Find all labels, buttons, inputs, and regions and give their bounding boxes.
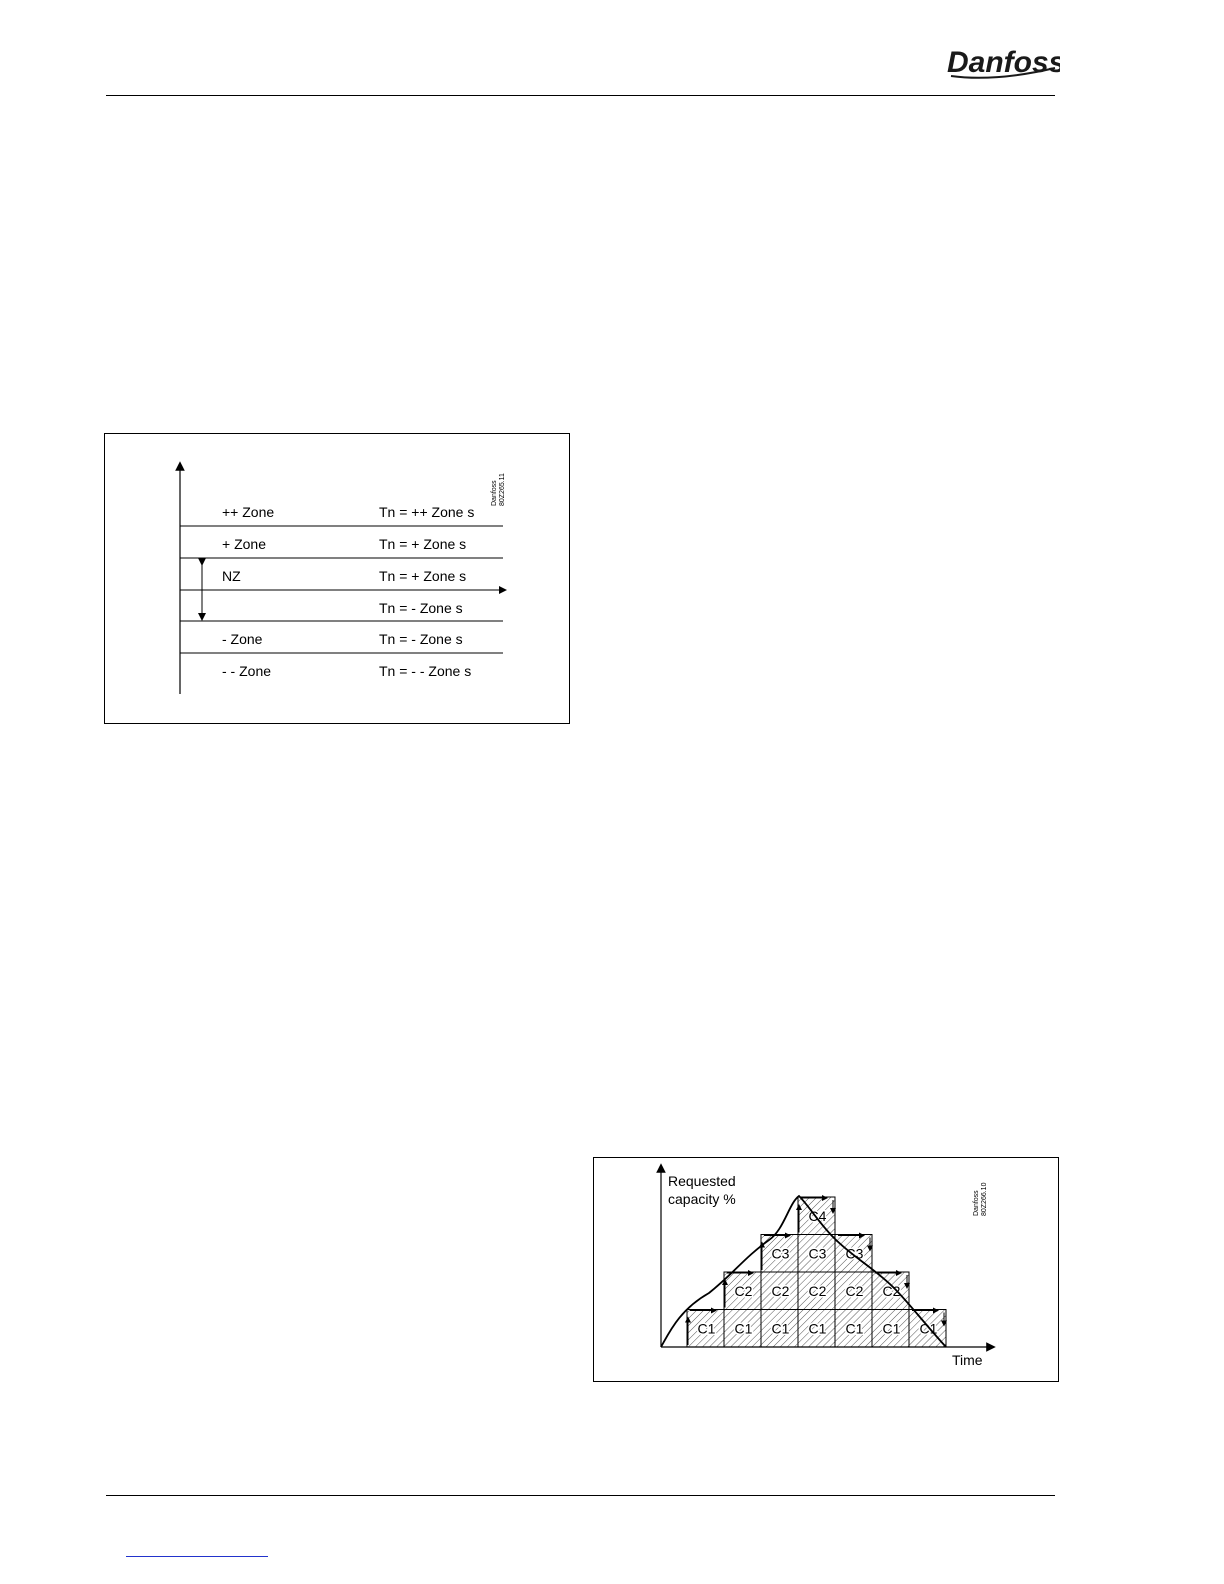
- neutral-zone-svg: [105, 434, 569, 723]
- y-axis-label: Requested: [668, 1173, 736, 1189]
- svg-text:80Z265.11: 80Z265.11: [499, 473, 506, 506]
- capacity-block-label: C3: [845, 1245, 864, 1262]
- tn-label: Tn = - Zone s: [379, 600, 463, 616]
- danfoss-logo: [945, 38, 1060, 84]
- svg-text:80Z266.10: 80Z266.10: [981, 1182, 988, 1216]
- capacity-block-label: C1: [697, 1320, 716, 1337]
- capacity-blocks: [687, 1197, 946, 1347]
- capacity-block-label: C1: [771, 1320, 790, 1337]
- capacity-block-label: C3: [808, 1245, 827, 1262]
- capacity-block-label: C2: [771, 1282, 790, 1299]
- capacity-block-label: C1: [882, 1320, 901, 1337]
- tn-label: Tn = ++ Zone s: [379, 504, 475, 520]
- svg-text:Danfoss: Danfoss: [973, 1190, 980, 1216]
- capacity-block-label: C1: [808, 1320, 827, 1337]
- y-axis-label: capacity %: [668, 1191, 736, 1207]
- tn-label: Tn = - Zone s: [379, 631, 463, 647]
- capacity-block-label: C4: [808, 1207, 827, 1224]
- capacity-block-label: C1: [919, 1320, 938, 1337]
- capacity-block-label: C2: [734, 1282, 753, 1299]
- drawing-code: [973, 1182, 988, 1216]
- brand-text: Danfoss: [947, 46, 1060, 79]
- svg-text:Danfoss: Danfoss: [491, 480, 498, 506]
- capacity-step-diagram: [593, 1157, 1059, 1382]
- capacity-svg: [594, 1158, 1058, 1381]
- zone-label: + Zone: [222, 536, 266, 552]
- footer-link-underline: [126, 1556, 268, 1557]
- capacity-block-label: C2: [845, 1282, 864, 1299]
- tn-label: Tn = + Zone s: [379, 536, 467, 552]
- capacity-block-label: C1: [734, 1320, 753, 1337]
- zone-label: NZ: [222, 568, 241, 584]
- capacity-block-label: C2: [882, 1282, 901, 1299]
- capacity-block-label: C2: [808, 1282, 827, 1299]
- capacity-block-label: C3: [771, 1245, 790, 1262]
- footer-rule: [106, 1495, 1055, 1496]
- drawing-code: [491, 473, 506, 506]
- zone-label: - - Zone: [222, 663, 272, 679]
- tn-label: Tn = - - Zone s: [379, 663, 472, 679]
- tn-label: Tn = + Zone s: [379, 568, 467, 584]
- capacity-block-label: C1: [845, 1320, 864, 1337]
- neutral-zone-diagram: [104, 433, 570, 724]
- header-rule: [106, 95, 1055, 96]
- x-axis-label: Time: [952, 1352, 983, 1368]
- zone-label: ++ Zone: [222, 504, 275, 520]
- zone-label: - Zone: [222, 631, 263, 647]
